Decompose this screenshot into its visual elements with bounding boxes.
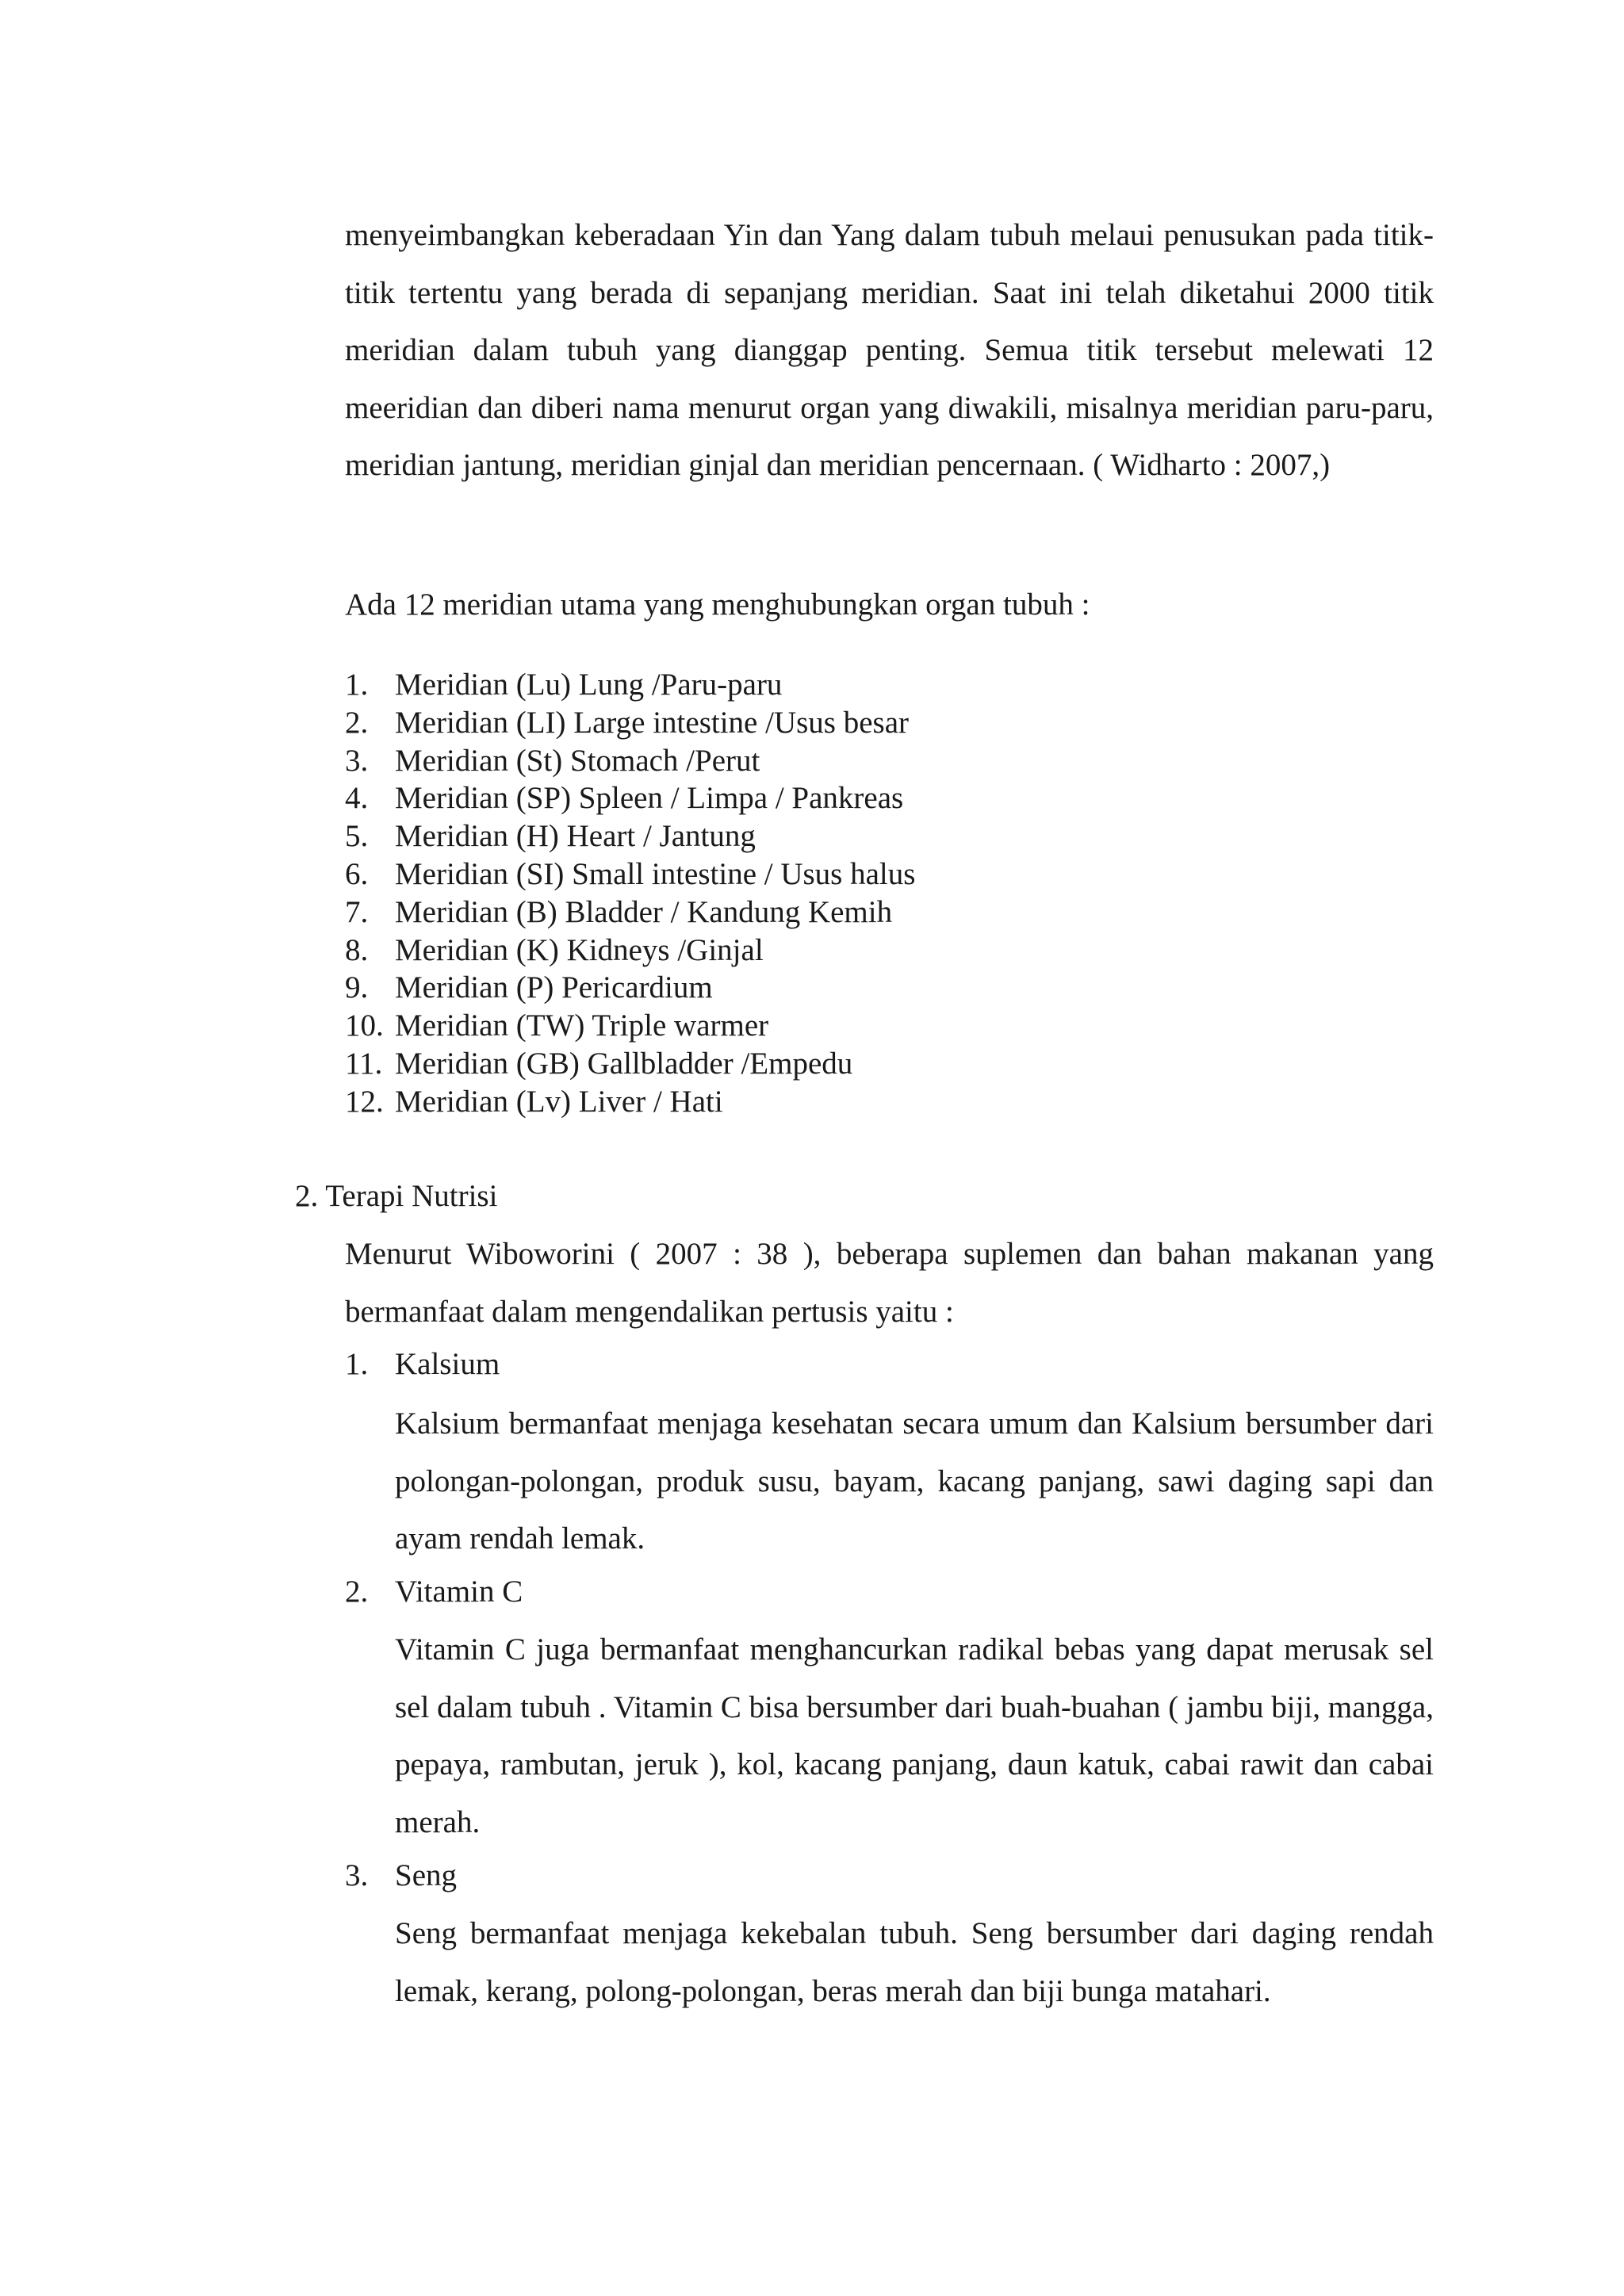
section-heading-terapi-nutrisi: 2. Terapi Nutrisi: [295, 1179, 498, 1213]
list-item-number: 2.: [345, 705, 369, 740]
nutrient-title: Vitamin C: [395, 1575, 523, 1609]
list-item: [345, 1045, 915, 1083]
list-item-text: Meridian (P) Pericardium: [395, 970, 713, 1005]
nutrient-title: Seng: [395, 1858, 457, 1892]
list-item: [345, 855, 915, 894]
list-item-number: 6.: [345, 856, 369, 891]
list-item-number: 1.: [345, 668, 369, 702]
list-item-text: Meridian (TW) Triple warmer: [395, 1008, 769, 1043]
nutrient-heading-vitamin-c: [345, 1568, 523, 1616]
list-item-number: 7.: [345, 894, 369, 929]
list-item-text: Meridian (St) Stomach /Perut: [395, 743, 760, 778]
intro-paragraph: menyeimbangkan keberadaan Yin dan Yang dalam tubuh melaui penusukan pada titik-titik tertentu yang berada di sepanjang meridian. Saat ini telah diketahui 2000 titik meridian dalam tubuh yang dianggap penting. Semua titik tersebut melewati 12 meeridian dan diberi nama menurut organ yang diwakili, misalnya meridian paru-paru, meridian jantung, meridian ginjal dan meridian pencernaan. ( Widharto : 2007,): [345, 218, 1434, 482]
list-item-text: Meridian (SI) Small intestine / Usus halus: [395, 856, 916, 891]
list-item: [345, 969, 915, 1007]
list-item-number: 5.: [345, 819, 369, 854]
list-item-number: 12.: [345, 1084, 384, 1119]
list-item-text: Meridian (Lu) Lung /Paru-paru: [395, 668, 783, 702]
list-item-number: 10.: [345, 1008, 384, 1043]
nutrient-body-kalsium: Kalsium bermanfaat menjaga kesehatan secara umum dan Kalsium bersumber dari polongan-polongan, produk susu, bayam, kacang panjang, sawi daging sapi dan ayam rendah lemak.: [395, 1406, 1434, 1556]
nutrient-number: 3.: [345, 1858, 369, 1892]
meridian-list-intro: Ada 12 meridian utama yang menghubungkan organ tubuh :: [345, 587, 1090, 622]
list-item-text: Meridian (K) Kidneys /Ginjal: [395, 932, 764, 967]
list-item-text: Meridian (Lv) Liver / Hati: [395, 1084, 723, 1119]
nutrient-heading-kalsium: [345, 1341, 500, 1388]
list-item-number: 3.: [345, 743, 369, 778]
list-item: [345, 666, 915, 704]
nutrient-body-seng: Seng bermanfaat menjaga kekebalan tubuh. Seng bersumber dari daging rendah lemak, kerang, polong-polongan, beras merah dan biji bunga matahari.: [395, 1916, 1434, 2008]
nutrient-body-vitamin-c: Vitamin C juga bermanfaat menghancurkan radikal bebas yang dapat merusak sel sel dalam tubuh . Vitamin C bisa bersumber dari buah-buahan ( jambu biji, mangga, pepaya, rambutan, jeruk ), kol, kacang panjang, daun katuk, cabai rawit dan cabai merah.: [395, 1632, 1434, 1839]
meridian-list: [345, 666, 915, 1121]
list-item-number: 4.: [345, 781, 369, 816]
nutrient-title: Kalsium: [395, 1347, 500, 1381]
list-item-text: Meridian (LI) Large intestine /Usus besar: [395, 705, 909, 740]
list-item: [345, 932, 915, 970]
nutrient-heading-seng: [345, 1852, 457, 1900]
list-item: [345, 894, 915, 932]
list-item-text: Meridian (GB) Gallbladder /Empedu: [395, 1046, 853, 1081]
section-intro-paragraph: Menurut Wiboworini ( 2007 : 38 ), beberapa suplemen dan bahan makanan yang bermanfaat dalam mengendalikan pertusis yaitu :: [345, 1237, 1434, 1329]
list-item-number: 8.: [345, 932, 369, 967]
list-item-number: 9.: [345, 970, 369, 1005]
list-item-text: Meridian (H) Heart / Jantung: [395, 819, 756, 854]
list-item-number: 11.: [345, 1046, 383, 1081]
list-item: [345, 704, 915, 742]
nutrient-number: 1.: [345, 1347, 369, 1381]
list-item: [345, 817, 915, 855]
list-item-text: Meridian (SP) Spleen / Limpa / Pankreas: [395, 781, 904, 816]
list-item: [345, 1007, 915, 1045]
list-item: [345, 779, 915, 817]
list-item: [345, 1083, 915, 1121]
nutrient-number: 2.: [345, 1575, 369, 1609]
list-item-text: Meridian (B) Bladder / Kandung Kemih: [395, 894, 893, 929]
list-item: [345, 742, 915, 780]
